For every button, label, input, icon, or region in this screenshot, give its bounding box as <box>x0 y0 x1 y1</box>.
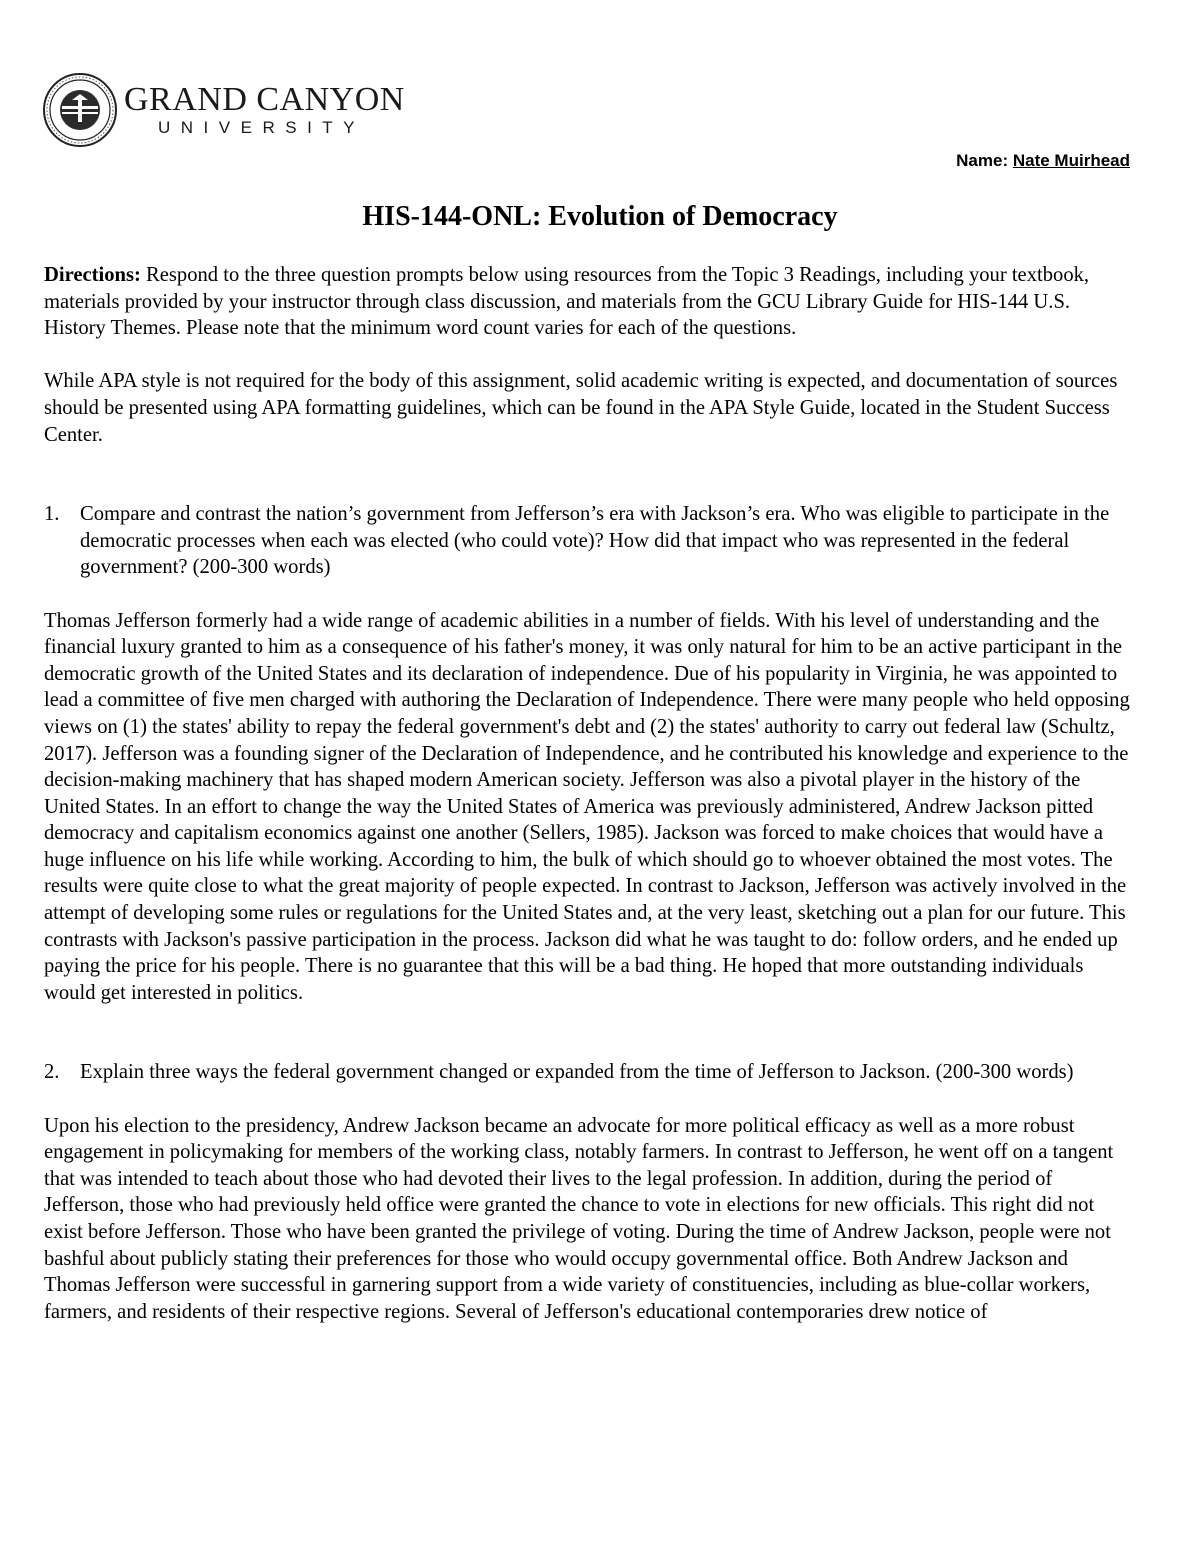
directions-text: Respond to the three question prompts below using resources from the Topic 3 Readings, including your textbook, materials provided by your instructor through class discussion, and materials from the GCU Library Guide for HIS-144 U.S. History Themes. Please note that the minimum word count varies for each of the questions. <box>44 264 1090 340</box>
directions-paragraph <box>44 262 1134 342</box>
answer-2: Upon his election to the presidency, Andrew Jackson became an advocate for more political efficacy as well as a more robust engagement in policymaking for members of the working class, notably farmers. In contrast to Jefferson, he went off on a tangent that was intended to teach about those who had devoted their lives to the legal profession. In addition, during the period of Jefferson, those who had previously held office were granted the chance to vote in elections for new officials. This right did not exist before Jefferson. Those who have been granted the privilege of voting. During the time of Andrew Jackson, people were not bashful about publicly stating their preferences for those who would occupy governmental office. Both Andrew Jackson and Thomas Jefferson were successful in garnering support from a wide variety of constituencies, including as blue-collar workers, farmers, and residents of their respective regions. Several of Jefferson's educational contemporaries drew notice of <box>44 1114 1114 1323</box>
question-1 <box>44 501 1134 581</box>
answer-1: Thomas Jefferson formerly had a wide range of academic abilities in a number of fields. With his level of understanding and the financial luxury granted to him as a consequence of his father's money, it was only natural for him to be an active participant in the democratic growth of the United States and its declaration of independence. Due of his popularity in Virginia, he was appointed to lead a committee of five men charged with authoring the Declaration of Independence. There were many people who held opposing views on (1) the states' ability to repay the federal government's debt and (2) the states' authority to carry out federal law (Schultz, 2017). Jefferson was a founding signer of the Declaration of Independence, and he contributed his knowledge and experience to the decision-making machinery that has shaped modern American society. Jefferson was also a pivotal player in the history of the United States. In an effort to change the way the United States of America was previously administered, Andrew Jackson pitted democracy and capitalism economics against one another (Sellers, 1985). Jackson was forced to make choices that would have a huge influence on his life while working. According to him, the bulk of which should go to whoever obtained the most votes. The results were quite close to what the great majority of people expected. In contrast to Jackson, Jefferson was actively involved in the attempt of developing some rules or regulations for the United States and, at the very least, sketching out a plan for our future. This contrasts with Jackson's passive participation in the process. Jackson did what he was taught to do: follow orders, and he ended up paying the price for his people. There is no guarantee that this will be a bad thing. He hoped that more outstanding individuals would get interested in politics. <box>44 609 1130 1004</box>
university-logo <box>42 72 405 148</box>
university-wordmark <box>124 82 405 138</box>
question-prompt: Compare and contrast the nation’s government from Jefferson’s era with Jackson’s era. Who was eligible to participate in the democratic processes when each was elected (who could vote)? How did that impact who was represented in the federal government? (200-300 words) <box>80 503 1110 579</box>
question-prompt: Explain three ways the federal government changed or expanded from the time of Jefferson to Jackson. (200-300 words) <box>80 1061 1074 1084</box>
name-label: Name: <box>956 151 1009 170</box>
name-value: Nate Muirhead <box>1012 151 1130 170</box>
university-name: GRAND CANYON <box>124 81 405 118</box>
question-2 <box>44 1059 1134 1086</box>
directions-label: Directions: <box>44 264 141 286</box>
question-number: 1. <box>44 503 60 526</box>
university-subtitle: UNIVERSITY <box>158 118 366 137</box>
gcu-seal-icon <box>42 72 118 148</box>
student-name-line <box>956 148 1130 175</box>
question-number: 2. <box>44 1061 60 1084</box>
document-body <box>44 262 1134 1325</box>
page-title: HIS-144-ONL: Evolution of Democracy <box>362 201 838 232</box>
apa-note-paragraph: While APA style is not required for the body of this assignment, solid academic writing is expected, and documentation of sources should be presented using APA formatting guidelines, which can be found in the APA Style Guide, located in the Student Success Center. <box>44 370 1118 446</box>
